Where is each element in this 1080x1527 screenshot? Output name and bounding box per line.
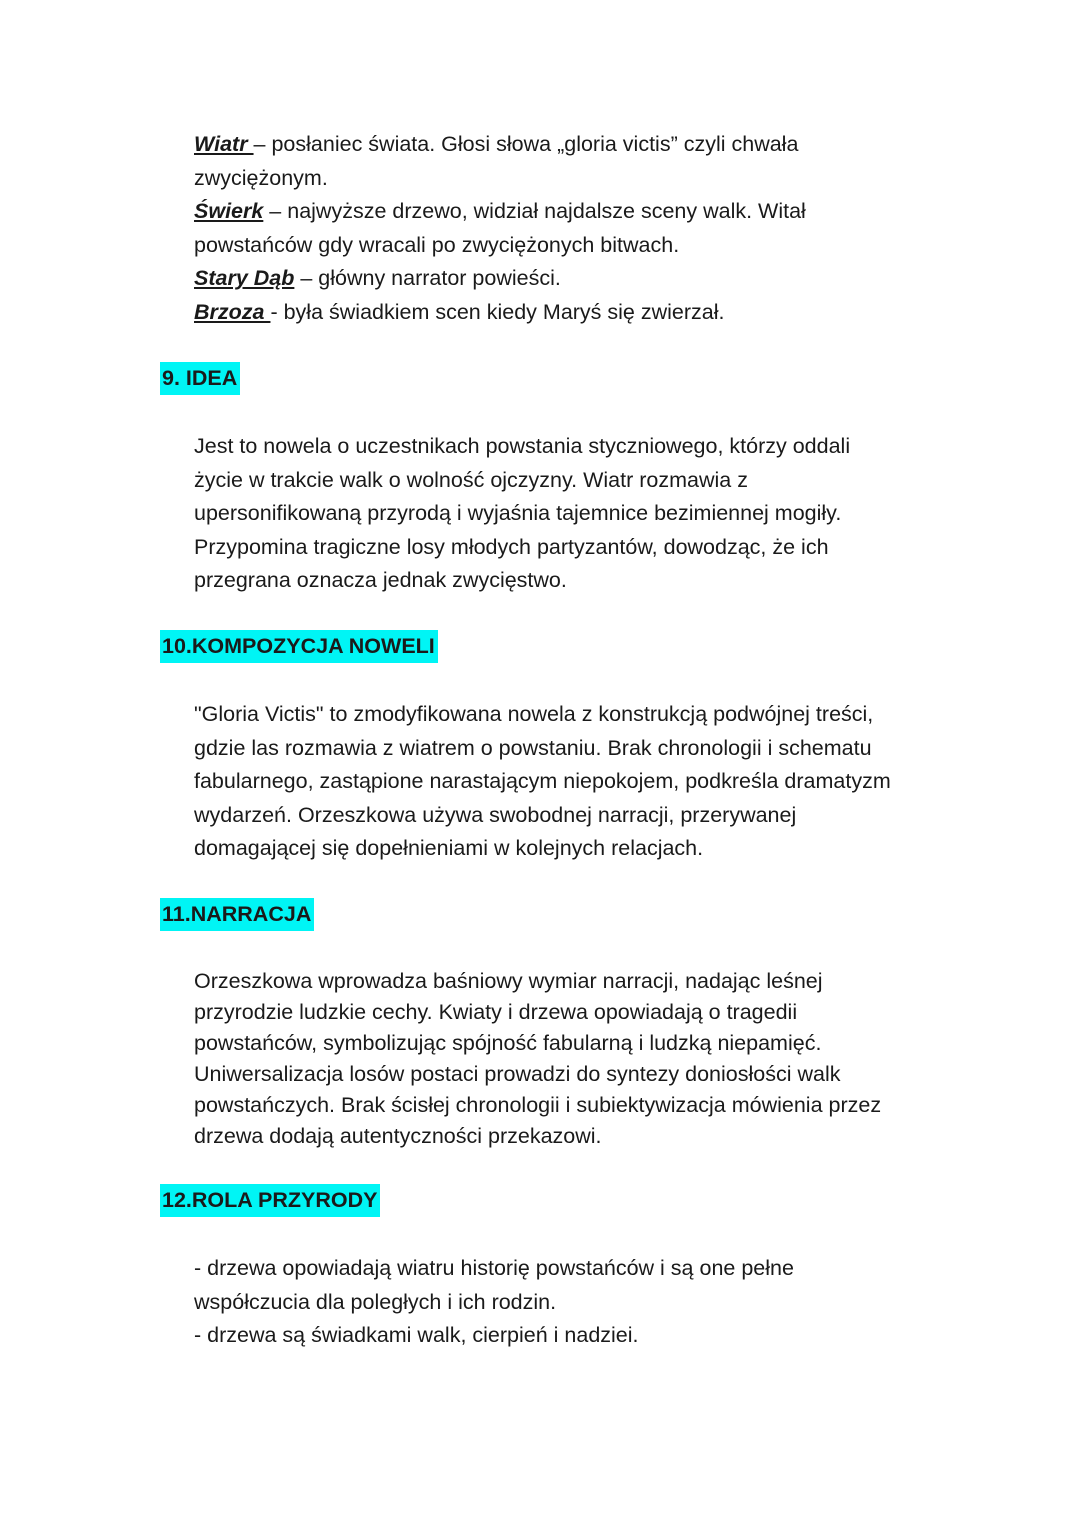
paragraph-line: przyrodzie ludzkie cechy. Kwiaty i drzewa opowiadają o tragedii — [194, 1000, 798, 1024]
paragraph-line: gdzie las rozmawia z wiatrem o powstaniu. Brak chronologii i schematu — [194, 735, 872, 760]
paragraph-line: powstańczych. Brak ścisłej chronologii i subiektywizacja mówienia przez — [194, 1093, 882, 1117]
section-heading-idea: 9. IDEA — [160, 362, 240, 395]
character-desc: – najwyższe drzewo, widział najdalsze sceny walk. Witał — [263, 199, 806, 223]
paragraph-line: fabularnego, zastąpione narastającym niepokojem, podkreśla dramatyzm — [194, 769, 891, 793]
paragraph-line: upersonifikowaną przyrodą i wyjaśnia tajemnice bezimiennej mogiły. — [194, 501, 842, 525]
paragraph-line: życie w trakcie walk o wolność ojczyzny. Wiatr rozmawia z — [194, 467, 748, 492]
paragraph-line: "Gloria Victis" to zmodyfikowana nowela z konstrukcją podwójnej treści, — [194, 702, 874, 726]
paragraph-line: Przypomina tragiczne losy młodych partyzantów, dowodząc, że ich — [194, 534, 829, 559]
character-wiatr — [194, 128, 964, 162]
character-term: Świerk — [194, 199, 264, 223]
paragraph-line: drzewa dodają autentyczności przekazowi. — [194, 1124, 602, 1148]
character-stary-dab — [194, 262, 964, 296]
character-desc: – główny narrator powieści. — [294, 266, 561, 290]
section-heading-kompozycja: 10.KOMPOZYCJA NOWELI — [160, 630, 438, 663]
paragraph-line: Jest to nowela o uczestnikach powstania styczniowego, którzy oddali — [194, 434, 851, 458]
section-body-kompozycja — [194, 698, 974, 866]
section-body-idea — [194, 430, 974, 598]
paragraph-line: wydarzeń. Orzeszkowa używa swobodnej narracji, przerywanej — [194, 802, 797, 827]
character-desc: – posłaniec świata. Głosi słowa „gloria victis” czyli chwała — [253, 132, 799, 156]
paragraph-line: Uniwersalizacja losów postaci prowadzi do syntezy doniosłości walk — [194, 1062, 841, 1086]
character-desc: - była świadkiem scen kiedy Maryś się zwierzał. — [270, 299, 725, 324]
paragraph-line: domagającej się dopełnieniami w kolejnych relacjach. — [194, 836, 704, 860]
list-item: współczucia dla poległych i ich rodzin. — [194, 1289, 557, 1314]
section-body-narracja — [194, 966, 974, 1152]
character-brzoza — [194, 296, 964, 330]
character-term: Stary Dąb — [194, 266, 295, 290]
section-body-rola-przyrody — [194, 1252, 974, 1353]
section-heading-rola-przyrody: 12.ROLA PRZYRODY — [160, 1184, 380, 1217]
character-term: Brzoza — [194, 299, 271, 324]
paragraph-line: Orzeszkowa wprowadza baśniowy wymiar narracji, nadając leśnej — [194, 969, 823, 993]
character-desc-continued: zwyciężonym. — [194, 165, 328, 190]
list-item: - drzewa opowiadają wiatru historię powstańców i są one pełne — [194, 1256, 794, 1280]
section-heading-narracja: 11.NARRACJA — [160, 898, 314, 931]
characters-list — [194, 128, 964, 329]
paragraph-line: powstańców, symbolizując spójność fabularną i ludzką niepamięć. — [194, 1031, 822, 1055]
character-term: Wiatr — [194, 132, 254, 156]
character-desc-continued: powstańców gdy wracali po zwyciężonych bitwach. — [194, 232, 680, 257]
character-swierk — [194, 195, 964, 229]
paragraph-line: przegrana oznacza jednak zwycięstwo. — [194, 568, 567, 592]
list-item: - drzewa są świadkami walk, cierpień i nadziei. — [194, 1323, 639, 1347]
